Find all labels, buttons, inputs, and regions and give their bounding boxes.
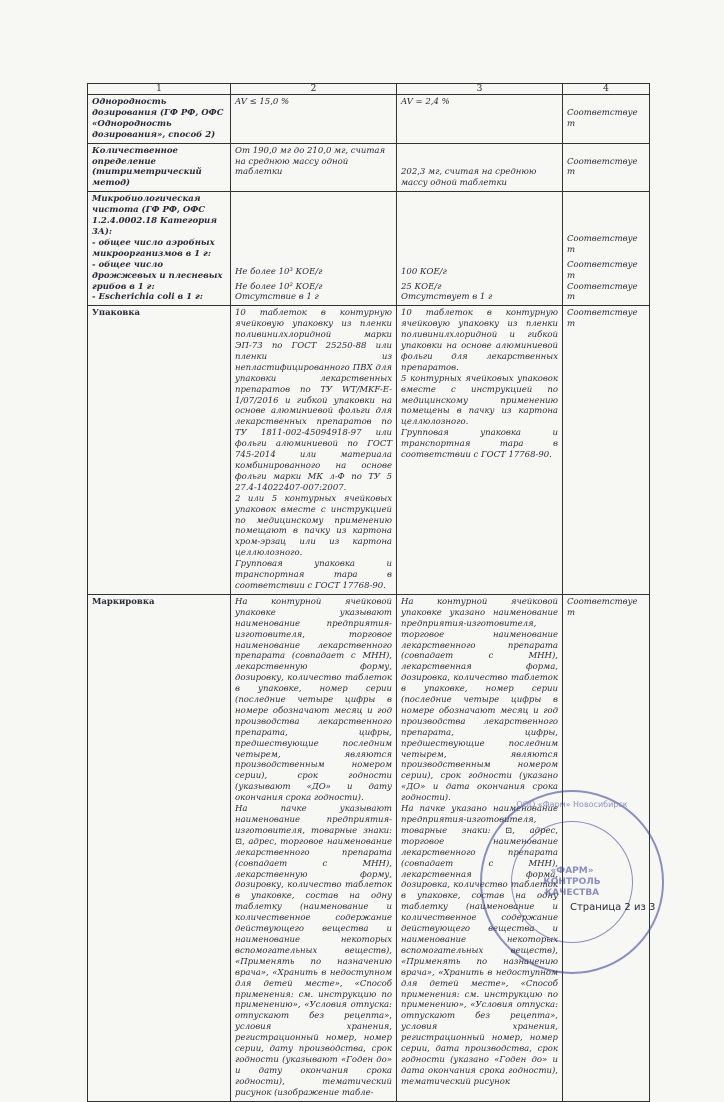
parameter-name: Маркировка — [88, 594, 231, 1101]
seal-center-text: «ФАРМ» КОНТРОЛЬ КАЧЕСТВА — [511, 821, 633, 943]
column-number: 2 — [231, 84, 397, 95]
parameter-name: Количественное определение (титриметрический метод) — [88, 143, 231, 192]
result-ecoli: Отсутствует в 1 г — [401, 292, 493, 303]
norm-ecoli: Отсутствие в 1 г — [235, 292, 319, 303]
micro-aerobic: - общее число аэробных микроорганизмов в 1 г: — [92, 237, 215, 259]
verdict-cell: Соответствует — [563, 95, 650, 144]
page-number: Страница 2 из 3 — [570, 902, 656, 913]
verdict-fungi: Соответствует — [567, 259, 638, 281]
column-number: 3 — [397, 84, 563, 95]
company-seal — [480, 790, 664, 974]
column-number: 4 — [563, 84, 650, 95]
parameter-name: Упаковка — [88, 306, 231, 595]
result-aerobic: 100 КОЕ/г — [401, 266, 447, 277]
result-cell — [397, 306, 563, 595]
micro-fungi: - общее число дрожжевых и плесневых грибов в 1 г: — [92, 259, 223, 292]
seal-ring-text: ООО «Фарм» Новосибирск — [516, 800, 628, 809]
norm-paragraph: 2 или 5 контурных ячейковых упаковок вместе с инструкцией по медицинскому применению помещают в пачку из картона хром-эрзац или из картона целлюлозного. — [235, 493, 392, 559]
verdict-cell — [563, 192, 650, 306]
result-cell: AV = 2,4 % — [397, 95, 563, 144]
verdict-cell: Соответствует — [563, 306, 650, 595]
norm-cell: AV ≤ 15,0 % — [231, 95, 397, 144]
norm-cell — [231, 594, 397, 1101]
result-fungi: 25 КОЕ/г — [401, 281, 442, 292]
norm-cell: От 190,0 мг до 210,0 мг, считая на среднюю массу одной таблетки — [231, 143, 397, 192]
table-row — [88, 306, 650, 595]
norm-paragraph: На контурной ячейковой упаковке указывают наименование предприятия-изготовителя, торговое наименование лекарственного препарата (совпадает с МНН), лекарственную форму, дозировку, количество таблеток в упаковке, номер серии (последние четыре цифры в номере обозначают месяц и год производства лекарственного препарата, цифры, предшествующие последним четырем, являются производственным номером серии), срок годности (указывают «ДО» и дату окончания срока годности). — [235, 596, 392, 804]
norm-aerobic: Не более 10³ КОЕ/г — [235, 266, 323, 277]
column-number: 1 — [88, 84, 231, 95]
table-row — [88, 143, 650, 192]
result-paragraph: 5 контурных ячейковых упаковок вместе с инструкцией по медицинскому применению помещены в пачку из картона целлюлозного. — [401, 373, 558, 428]
result-paragraph: На пачке указано наименование предприятия-изготовителя, товарные знаки: ⊡, адрес, торговое наименование лекарственного препарата (совпадает с МНН), лекарственная форма, дозировка, количество таблеток в упаковке, состав на одну таблетку (наименование и количественное содержание действующего вещества и наименование некоторых вспомогательных веществ), «Применять по назначению врача», «Хранить в недоступном для детей месте», «Способ применения: см. инструкцию по применению», «Условия отпуска: отпускают без рецепта», условия хранения, регистрационный номер, номер серии, дата производства, срок годности (указано «Годен до» и дата окончания срока годности), тематический рисунок — [401, 804, 558, 1087]
result-paragraph: Групповая упаковка и транспортная тара в соответствии с ГОСТ 17768-90. — [401, 428, 558, 461]
verdict-cell: Соответствует — [563, 143, 650, 192]
result-paragraph: На контурной ячейковой упаковке указано наименование предприятия-изготовителя, торговое наименование лекарственного препарата (совпадает с МНН), лекарственная форма, дозировка, количество таблеток в упаковке, номер серии (последние четыре цифры в номере обозначают месяц и год производства лекарственного препарата, цифры, предшествующие последним четырем, являются производственным номером серии), срок годности (указано «ДО» и дата окончания срока годности). — [401, 596, 558, 804]
norm-fungi: Не более 10² КОЕ/г — [235, 281, 323, 292]
verdict-aerobic: Соответствует — [567, 233, 638, 255]
verdict-ecoli: Соответствует — [567, 281, 638, 303]
result-cell: 202,3 мг, считая на среднюю массу одной таблетки — [397, 143, 563, 192]
norm-paragraph: 10 таблеток в контурную ячейковую упаковку из пленки поливинилхлоридной марки ЭП-73 по ГОСТ 25250-88 или пленки из непластифицированного ПВХ для упаковки лекарственных препаратов по ТУ WT/MKF-E-1/07/2016 и гибкой упаковки на основе алюминиевой фольги для лекарственных препаратов по ТУ 1811-002-45094918-97 или фольги алюминиевой по ГОСТ 745-2014 или материала комбинированного на основе фольги марки МК л-Ф по ТУ 5 27.4-14022407-007:2007. — [235, 308, 392, 493]
column-number-row — [88, 84, 650, 95]
verdict-cell: Соответствует — [563, 594, 650, 1101]
micro-title: Микробиологическая чистота (ГФ РФ, ОФС 1.2.4.0002.18 Категория 3А): — [92, 194, 218, 237]
parameter-name — [88, 192, 231, 306]
norm-cell — [231, 192, 397, 306]
norm-cell — [231, 306, 397, 595]
result-paragraph: 10 таблеток в контурную ячейковую упаковку из пленки поливинилхлоридной и гибкой упаковки на основе алюминиевой фольги для лекарственных препаратов. — [401, 308, 558, 373]
result-cell — [397, 192, 563, 306]
micro-ecoli: - Escherichia coli в 1 г: — [92, 292, 203, 303]
norm-paragraph: Групповая упаковка и транспортная тара в соответствии с ГОСТ 17768-90. — [235, 559, 392, 591]
table-row — [88, 95, 650, 144]
norm-paragraph: На пачке указывают наименование предприятия-изготовителя, товарные знаки: ⊡, адрес, торговое наименование лекарственного препарата (совпадает с МНН), лекарственную форму, дозировку, количество таблеток в упаковке, состав на одну таблетку (наименование и количественное содержание действующего вещества и наименование некоторых вспомогательных веществ), «Применять по назначению врача», «Хранить в недоступном для детей месте», «Способ применения: см. инструкцию по применению», «Условия отпуска: отпускают без рецепта», условия хранения, регистрационный номер, номер серии, дату производства, срок годности (указывают «Годен до» и дату окончания срока годности), тематический рисунок (изображение табле- — [235, 804, 392, 1098]
parameter-name: Однородность дозирования (ГФ РФ, ОФС «Однородность дозирования», способ 2) — [88, 95, 231, 144]
table-row — [88, 192, 650, 306]
